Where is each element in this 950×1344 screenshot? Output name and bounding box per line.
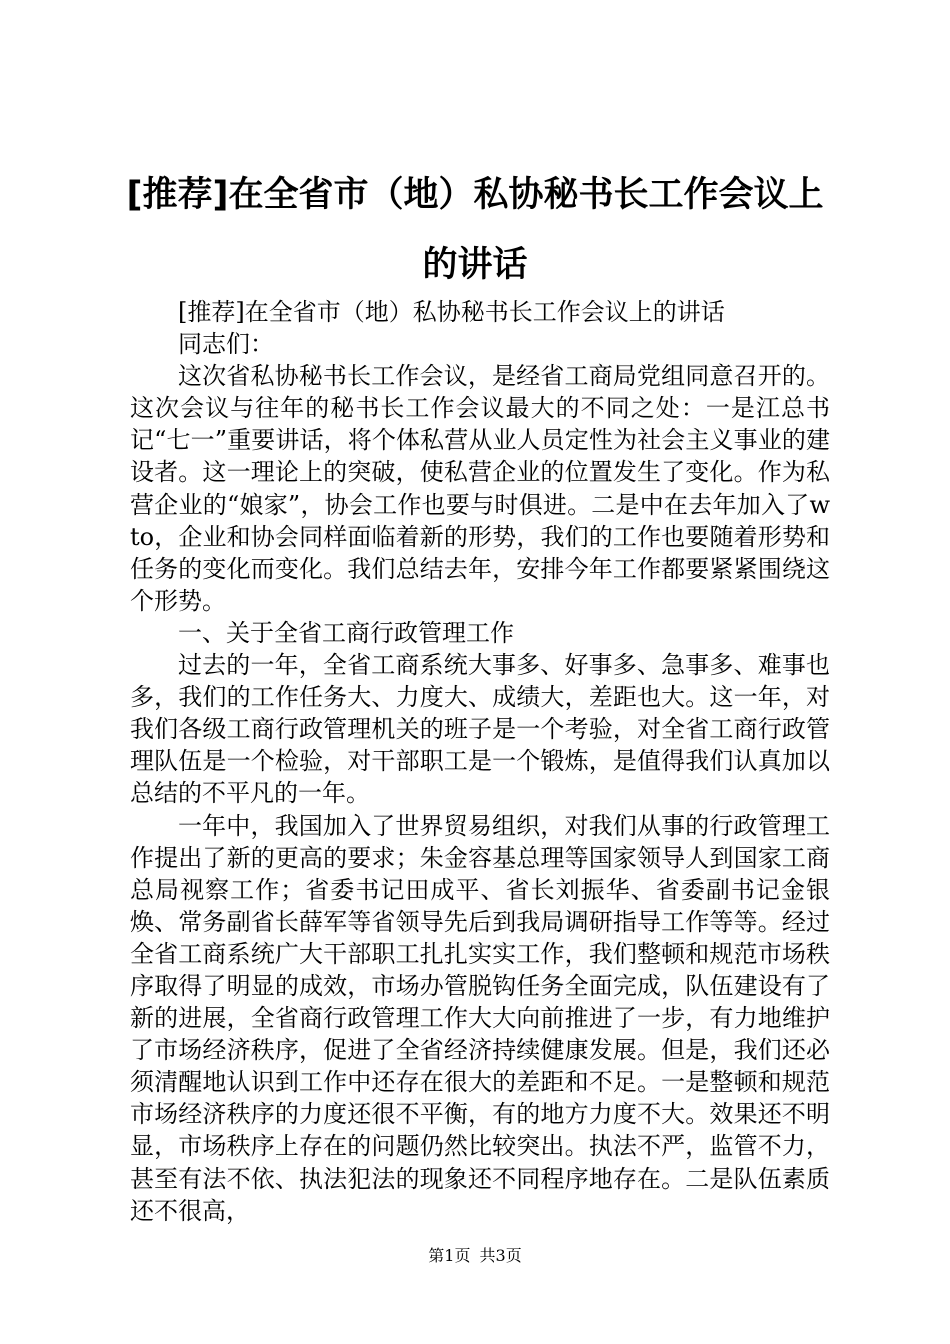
title-line-2: 的讲话 — [422, 245, 528, 285]
page-number-total: 共3页 — [479, 1246, 522, 1265]
body-paragraph: 过去的一年，全省工商系统大事多、好事多、急事多、难事也多，我们的工作任务大、力度大、成绩大，差距也大。这一年，对我们各级工商行政管理机关的班子是一个考验，对全省工商行政管理队伍是一个检验，对干部职工是一个锻炼，是值得我们认真加以总结的不平凡的一年。 — [130, 651, 830, 808]
salutation-paragraph: 同志们： — [178, 330, 274, 359]
body-paragraph: 一年中，我国加入了世界贸易组织，对我们从事的行政管理工作提出了新的更高的要求；朱金容基总理等国家领导人到国家工商总局视察工作；省委书记田成平、省长刘振华、省委副书记金银焕、常务副省长薛军等省领导先后到我局调研指导工作等等。经过全省工商系统广大干部职工扎扎实实工作，我们整顿和规范市场秩序取得了明显的成效，市场办管脱钩任务全面完成，队伍建设有了新的进展，全省商行政管理工作大大向前推进了一步，有力地维护了市场经济秩序，促进了全省经济持续健康发展。但是，我们还必须清醒地认识到工作中还存在很大的差距和不足。一是整顿和规范市场经济秩序的力度还很不平衡，有的地方力度不大。效果还不明显，市场秩序上存在的问题仍然比较突出。执法不严，监管不力，甚至有法不依、执法犯法的现象还不同程序地存在。二是队伍素质还不很高， — [130, 811, 830, 1225]
title-line-1: [推荐]在全省市（地）私协秘书长工作会议上 — [126, 175, 824, 215]
body-paragraph: 这次省私协秘书长工作会议，是经省工商局党组同意召开的。这次会议与往年的秘书长工作会议最大的不同之处：一是江总书记“七一”重要讲话，将个体私营从业人员定性为社会主义事业的建设者。这一理论上的突破，使私营企业的位置发生了变化。作为私营企业的“娘家”，协会工作也要与时俱进。二是中在去年加入了wto，企业和协会同样面临着新的形势，我们的工作也要随着形势和任务的变化而变化。我们总结去年，安排今年工作都要紧紧围绕这个形势。 — [130, 362, 830, 615]
subtitle-paragraph: [推荐]在全省市（地）私协秘书长工作会议上的讲话 — [178, 298, 725, 326]
page-number-current: 第1页 — [428, 1246, 471, 1265]
document-title — [120, 160, 830, 300]
page-footer — [0, 1245, 950, 1267]
document-body — [130, 296, 830, 1227]
section-heading: 一、关于全省工商行政管理工作 — [178, 618, 514, 647]
